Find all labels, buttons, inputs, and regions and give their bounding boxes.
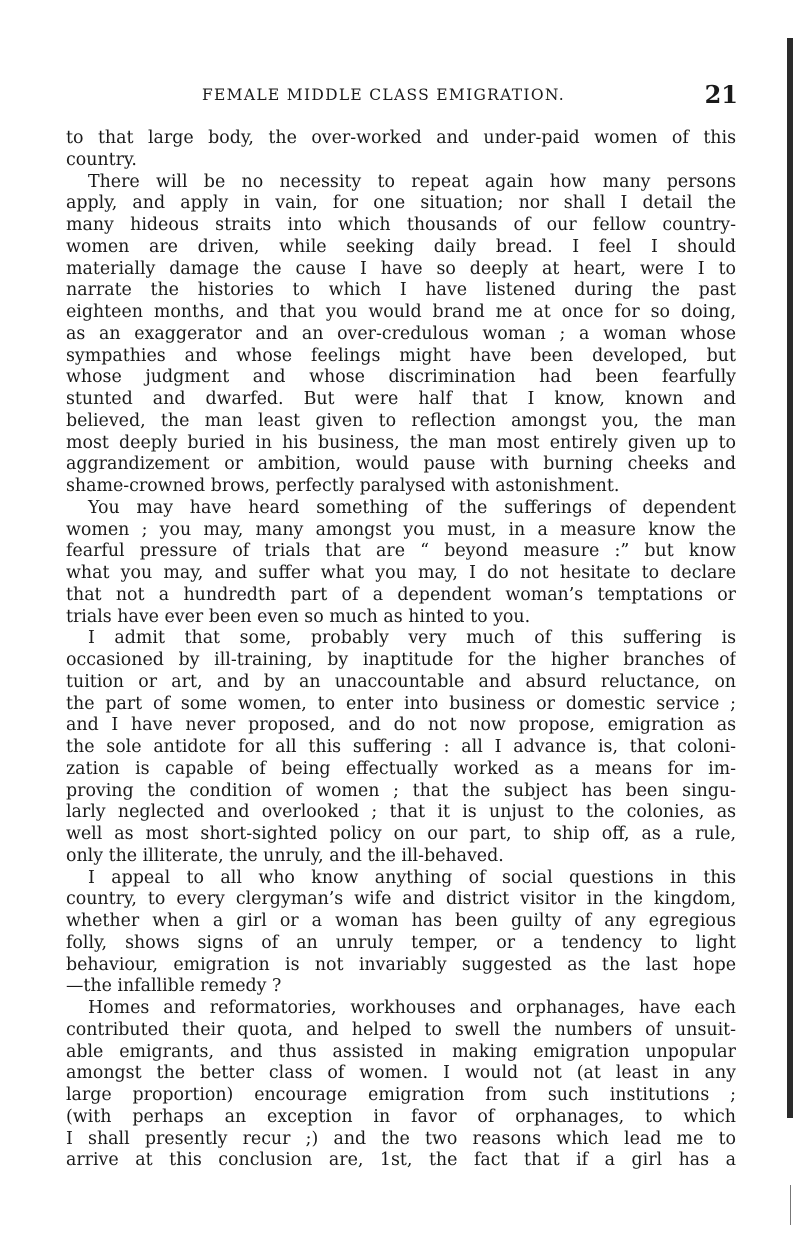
- page-edge-tick: [790, 1185, 791, 1225]
- text-line: proving the condition of women ; that the subject has been singu-: [66, 780, 736, 801]
- text-line: the part of some women, to enter into business or domestic service ;: [66, 693, 736, 714]
- text-line: trials have ever been even so much as hinted to you.: [66, 606, 531, 627]
- text-line: well as most short-sighted policy on our part, to ship off, as a rule,: [66, 824, 736, 844]
- text-line: (with perhaps an exception in favor of orphanages, to which: [66, 1106, 736, 1127]
- text-line: that not a hundredth part of a dependent woman’s temptations or: [66, 584, 736, 605]
- text-line: country.: [66, 149, 137, 170]
- paragraph-start-line: I appeal to all who know anything of social questions in this: [88, 867, 736, 888]
- text-line: women are driven, while seeking daily bread. I feel I should: [66, 236, 736, 257]
- text-line: believed, the man least given to reflection amongst you, the man: [66, 410, 736, 431]
- text-line: country, to every clergyman’s wife and district visitor in the kingdom,: [66, 889, 736, 910]
- text-line: what you may, and suffer what you may, I do not hesitate to declare: [66, 563, 736, 583]
- text-line: women ; you may, many amongst you must, in a measure know the: [66, 519, 736, 540]
- text-line: eighteen months, and that you would brand me at once for so doing,: [66, 302, 736, 322]
- running-title: FEMALE MIDDLE CLASS EMIGRATION.: [202, 86, 565, 104]
- text-line: fearful pressure of trials that are “ beyond measure :” but know: [66, 541, 736, 562]
- text-line: sympathies and whose feelings might have been developed, but: [66, 345, 736, 366]
- paragraph-start-line: You may have heard something of the sufferings of dependent: [88, 497, 736, 518]
- page-number: 21: [704, 80, 738, 109]
- text-line: arrive at this conclusion are, 1st, the fact that if a girl has a: [66, 1150, 736, 1171]
- text-line: able emigrants, and thus assisted in making emigration unpopular: [66, 1041, 736, 1062]
- text-line: behaviour, emigration is not invariably suggested as the last hope: [66, 954, 736, 975]
- paragraph-start-line: There will be no necessity to repeat again how many persons: [88, 171, 736, 192]
- text-line: contributed their quota, and helped to swell the numbers of unsuit-: [66, 1019, 736, 1040]
- text-line: to that large body, the over-worked and under-paid women of this: [66, 128, 736, 148]
- text-line: amongst the better class of women. I would not (at least in any: [66, 1063, 736, 1084]
- paragraph-start-line: Homes and reformatories, workhouses and orphanages, have each: [88, 998, 736, 1018]
- text-line: folly, shows signs of an unruly temper, or a tendency to light: [66, 932, 736, 953]
- text-line: most deeply buried in his business, the man most entirely given up to: [66, 432, 736, 453]
- text-line: as an exaggerator and an over-credulous woman ; a woman whose: [66, 323, 736, 344]
- page-edge-bar: [787, 38, 793, 1118]
- paragraph-start-line: I admit that some, probably very much of this suffering is: [88, 628, 736, 649]
- text-line: —the infallible remedy ?: [66, 976, 282, 997]
- text-line: narrate the histories to which I have listened during the past: [66, 280, 736, 301]
- page-header: [60, 80, 738, 116]
- text-line: I shall presently recur ;) and the two reasons which lead me to: [66, 1128, 736, 1149]
- text-line: only the illiterate, the unruly, and the ill-behaved.: [66, 845, 504, 866]
- text-line: apply, and apply in vain, for one situation; nor shall I detail the: [66, 193, 736, 214]
- text-line: zation is capable of being effectually worked as a means for im-: [66, 758, 736, 779]
- text-line: larly neglected and overlooked ; that it is unjust to the colonies, as: [66, 802, 736, 823]
- body-text: [66, 128, 736, 1172]
- text-line: the sole antidote for all this suffering : all I advance is, that coloni-: [66, 737, 736, 757]
- text-line: stunted and dwarfed. But were half that I know, known and: [66, 389, 736, 409]
- text-line: shame-crowned brows, perfectly paralysed with astonishment.: [66, 476, 620, 496]
- text-line: whether when a girl or a woman has been guilty of any egregious: [66, 911, 736, 931]
- text-line: materially damage the cause I have so deeply at heart, were I to: [66, 258, 736, 279]
- text-line: occasioned by ill-training, by inaptitude for the higher branches of: [66, 650, 736, 670]
- text-line: large proportion) encourage emigration from such institutions ;: [66, 1085, 736, 1105]
- text-line: whose judgment and whose discrimination had been fearfully: [66, 367, 736, 388]
- text-line: and I have never proposed, and do not now propose, emigration as: [66, 715, 736, 736]
- text-line: aggrandizement or ambition, would pause with burning cheeks and: [66, 454, 736, 475]
- text-line: tuition or art, and by an unaccountable and absurd reluctance, on: [66, 671, 736, 692]
- text-line: many hideous straits into which thousands of our fellow country-: [66, 215, 736, 235]
